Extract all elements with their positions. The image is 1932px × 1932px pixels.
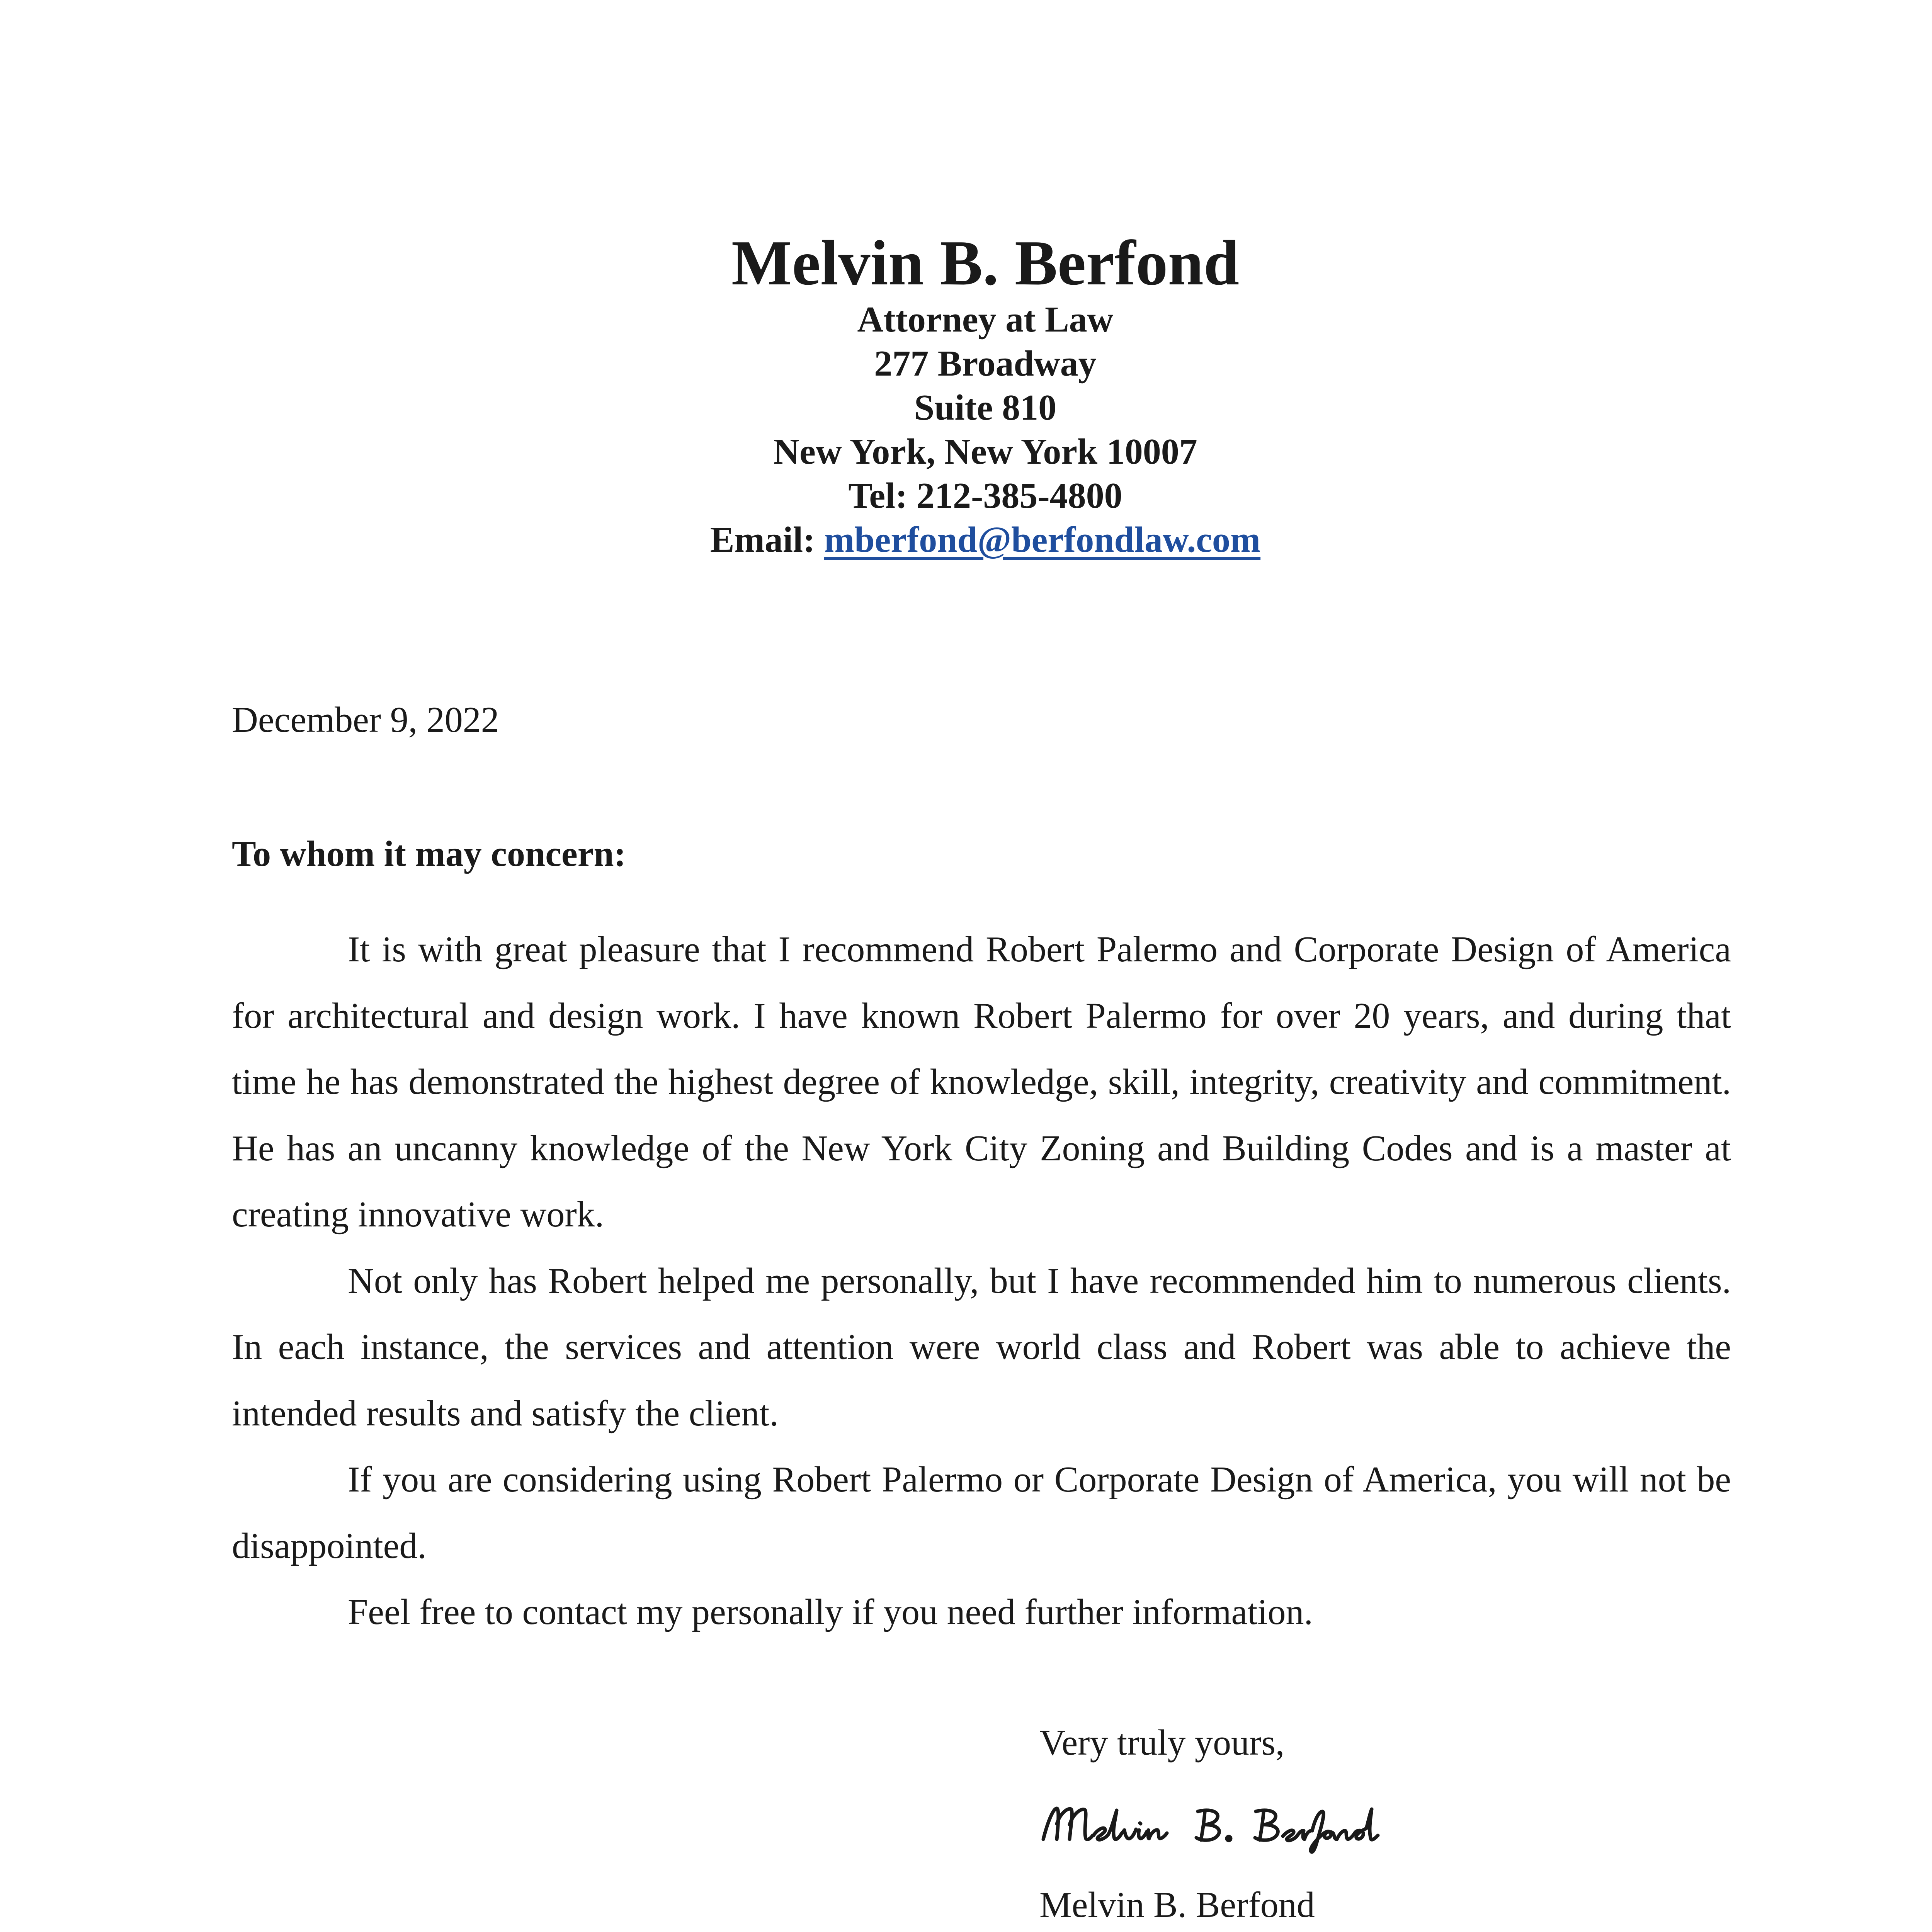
letterhead-name: Melvin B. Berfond: [731, 227, 1240, 298]
letterhead: [0, 228, 1932, 562]
email-label: Email:: [710, 520, 815, 560]
signer-name: Melvin B. Berfond: [1039, 1885, 1315, 1925]
handwritten-signature: [1036, 1793, 1383, 1862]
paragraph-1: It is with great pleasure that I recommend Robert Palermo and Corporate Design of America for architectural and design work. I have known Robert Palermo for over 20 years, and during that time he has demonstrated the highest degree of knowledge, skill, integrity, creativity and commitment. He has an uncanny knowledge of the New York City Zoning and Building Codes and is a master at creating innovative work.: [232, 929, 1731, 1235]
letter-date: December 9, 2022: [232, 700, 499, 740]
letterhead-title: Attorney at Law: [857, 299, 1114, 340]
letterhead-city: New York, New York 10007: [773, 432, 1197, 472]
paragraph-3: If you are considering using Robert Palermo or Corporate Design of America, you will not be disappointed.: [232, 1459, 1731, 1566]
letter-body: [232, 917, 1731, 1646]
paragraph-4: Feel free to contact my personally if you need further information.: [348, 1592, 1313, 1632]
letterhead-street: 277 Broadway: [874, 344, 1097, 384]
salutation: To whom it may concern:: [232, 834, 626, 874]
email-link[interactable]: mberfond@berfondlaw.com: [824, 520, 1261, 560]
letterhead-suite: Suite 810: [914, 388, 1057, 428]
letterhead-email-line: [0, 518, 1932, 562]
paragraph-2: Not only has Robert helped me personally, but I have recommended him to numerous clients. In each instance, the services and attention were world class and Robert was able to achieve the intended results and satisfy the client.: [232, 1260, 1731, 1434]
letterhead-phone: Tel: 212-385-4800: [848, 476, 1122, 516]
closing: Very truly yours,: [1039, 1723, 1285, 1763]
